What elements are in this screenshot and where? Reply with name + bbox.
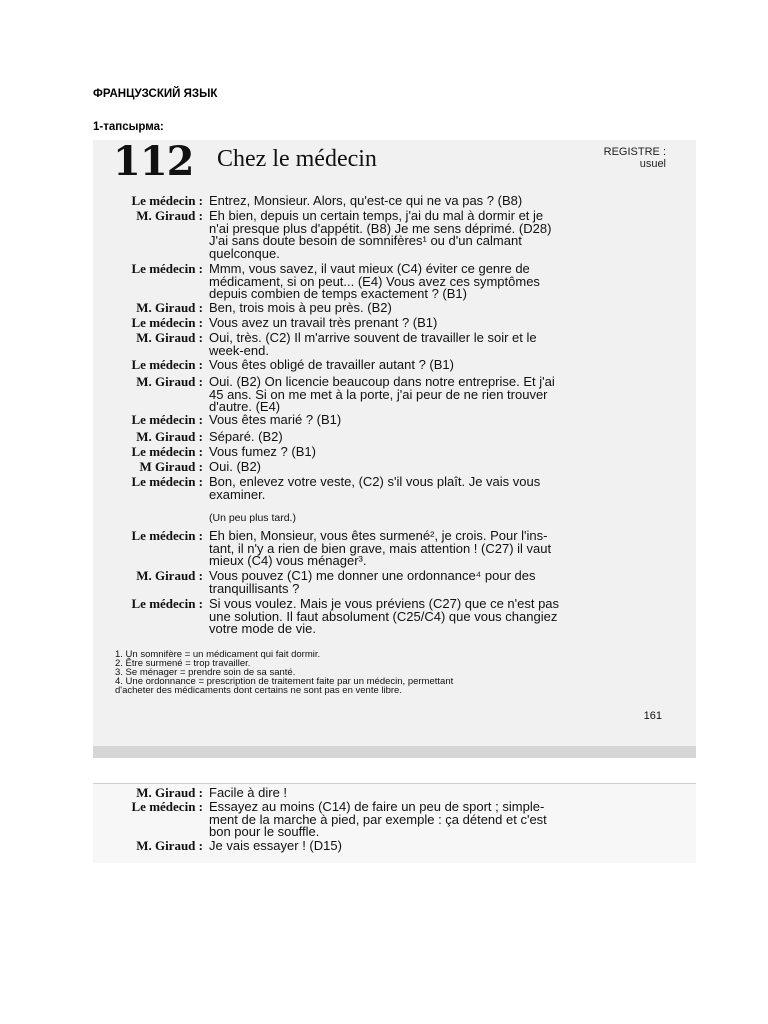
- speaker-name: M. Giraud :: [136, 300, 203, 315]
- utterance-line: Mmm, vous savez, il vaut mieux (C4) éviter ce genre de: [209, 261, 530, 276]
- utterance-line: Vous fumez ? (B1): [209, 444, 316, 459]
- utterance: [209, 376, 669, 414]
- utterance: [209, 195, 669, 208]
- utterance-line: J'ai sans doute besoin de somnifères¹ ou d'un calmant: [209, 233, 522, 248]
- stage-note: (Un peu plus tard.): [209, 512, 296, 524]
- speaker-name: Le médecin :: [131, 444, 203, 459]
- speaker-name: Le médecin :: [131, 412, 203, 427]
- registre-label: REGISTRE :: [603, 146, 666, 158]
- speaker-name: M. Giraud :: [136, 429, 203, 444]
- utterance-line: Essayez au moins (C14) de faire un peu de sport ; simple-: [209, 799, 545, 814]
- utterance: [209, 801, 669, 839]
- utterance-line: votre mode de vie.: [209, 621, 316, 636]
- utterance: [209, 476, 669, 501]
- utterance-line: d'autre. (E4): [209, 399, 281, 414]
- utterance: [209, 530, 669, 568]
- utterance-line: Vous êtes marié ? (B1): [209, 412, 342, 427]
- utterance: [209, 263, 669, 301]
- speaker-name: M. Giraud :: [136, 838, 203, 853]
- utterance: [209, 302, 669, 315]
- utterance-line: Si vous voulez. Mais je vous préviens (C27) que ce n'est pas: [209, 596, 560, 611]
- page-number: 161: [643, 710, 662, 722]
- utterance-line: Vous avez un travail très prenant ? (B1): [209, 315, 438, 330]
- utterance-line: depuis combien de temps exactement ? (B1): [209, 286, 467, 301]
- speaker-name: Le médecin :: [131, 357, 203, 372]
- speaker-name: Le médecin :: [131, 193, 203, 208]
- utterance-line: ment de la marche à pied, par exemple : ça détend et c'est: [209, 811, 547, 827]
- textbook-continuation-scan: [93, 783, 696, 863]
- speaker-name: Le médecin :: [131, 315, 203, 330]
- utterance-line: 45 ans. Si on me met à la porte, j'ai peur de ne rien trouver: [209, 386, 548, 402]
- lesson-title: Chez le médecin: [217, 146, 377, 172]
- utterance-line: Oui. (B2) On licencie beaucoup dans notre entreprise. Et j'ai: [209, 374, 555, 389]
- utterance-line: Je vais essayer ! (D15): [209, 838, 342, 853]
- textbook-page-scan: [93, 140, 696, 758]
- utterance: [209, 317, 669, 330]
- utterance-line: Eh bien, depuis un certain temps, j'ai du mal à dormir et je: [209, 208, 544, 223]
- speaker-name: M. Giraud :: [136, 208, 203, 223]
- speaker-name: Le médecin :: [131, 261, 203, 276]
- utterance-line: quelconque.: [209, 245, 280, 261]
- registre-box: [604, 146, 666, 170]
- utterance-line: Ben, trois mois à peu près. (B2): [209, 300, 392, 315]
- page-edge-shadow: [93, 746, 696, 758]
- utterance: [209, 598, 669, 636]
- utterance: [209, 461, 669, 474]
- speaker-name: Le médecin :: [131, 528, 203, 543]
- task-label: 1-тапсырма:: [93, 121, 164, 133]
- footnote: d'acheter des médicaments dont certains ne sont pas en vente libre.: [115, 685, 402, 696]
- utterance: [209, 332, 669, 357]
- utterance-line: Entrez, Monsieur. Alors, qu'est-ce qui ne va pas ? (B8): [209, 193, 523, 208]
- utterance: [209, 446, 669, 459]
- utterance-line: Eh bien, Monsieur, vous êtes surmené², je crois. Pour l'ins-: [209, 528, 548, 543]
- registre-value: usuel: [639, 158, 666, 170]
- utterance-line: une solution. Il faut absolument (C25/C4) que vous changiez: [209, 608, 558, 624]
- utterance-line: Bon, enlevez votre veste, (C2) s'il vous plaît. Je vais vous: [209, 474, 541, 489]
- utterance-line: n'ai presque plus d'appétit. (B8) Je me sens déprimé. (D28): [209, 220, 552, 236]
- lesson-number: 112: [113, 138, 194, 185]
- utterance-line: week-end.: [209, 342, 269, 358]
- utterance-line: bon pour le souffle.: [209, 824, 320, 839]
- speaker-name: M. Giraud :: [136, 785, 203, 800]
- speaker-name: Le médecin :: [131, 596, 203, 611]
- utterance: [209, 787, 669, 800]
- utterance: [209, 210, 669, 260]
- footnote: 1. Un somnifère = un médicament qui fait dormir.: [115, 649, 321, 660]
- utterance-line: tranquillisants ?: [209, 580, 300, 596]
- utterance: [209, 840, 669, 853]
- utterance-line: Séparé. (B2): [209, 429, 283, 444]
- speaker-name: Le médecin :: [131, 799, 203, 814]
- utterance-line: Vous pouvez (C1) me donner une ordonnance⁴ pour des: [209, 568, 536, 583]
- utterance-line: médicament, si on peut... (E4) Vous avez ces symptômes: [209, 273, 540, 289]
- utterance-line: Oui, très. (C2) Il m'arrive souvent de travailler le soir et le: [209, 330, 537, 345]
- speaker-name: M. Giraud :: [136, 330, 203, 345]
- utterance: [209, 359, 669, 372]
- utterance-line: Vous êtes obligé de travailler autant ? (B1): [209, 357, 454, 372]
- utterance: [209, 431, 669, 444]
- utterance-line: examiner.: [209, 486, 266, 502]
- utterance: [209, 570, 669, 595]
- speaker-name: M. Giraud :: [136, 568, 203, 583]
- utterance-line: Oui. (B2): [209, 459, 262, 474]
- footnote: 4. Une ordonnance = prescription de traitement faite par un médecin, permettant: [115, 676, 454, 687]
- footnotes: [115, 650, 675, 695]
- footnote: 3. Se ménager = prendre soin de sa santé.: [115, 667, 296, 678]
- footnote: 2. Être surmené = trop travailler.: [115, 658, 251, 669]
- utterance-line: mieux (C4) vous ménager³.: [209, 553, 367, 568]
- divider: [93, 783, 696, 784]
- document-title: ФРАНЦУЗСКИЙ ЯЗЫК: [93, 88, 218, 100]
- utterance-line: tant, il n'y a rien de bien grave, mais attention ! (C27) il vaut: [209, 540, 552, 556]
- utterance: [209, 414, 669, 427]
- utterance-line: Facile à dire !: [209, 785, 288, 800]
- speaker-name: Le médecin :: [131, 474, 203, 489]
- speaker-name: M. Giraud :: [136, 374, 203, 389]
- speaker-name: M Giraud :: [139, 459, 203, 474]
